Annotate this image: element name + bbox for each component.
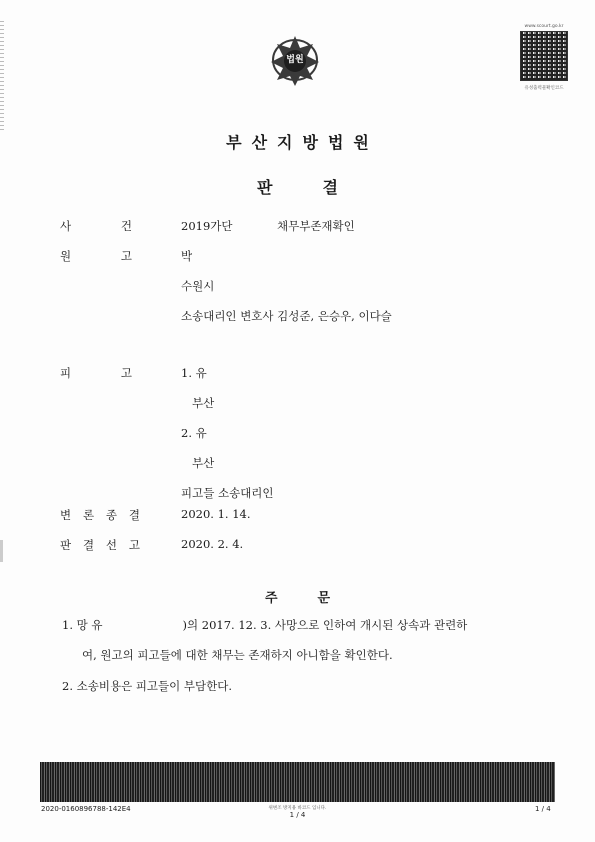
case-value: 부산 [192, 396, 215, 410]
anti-forgery-barcode [40, 762, 555, 802]
case-value: 2. 유 [181, 426, 207, 440]
case-label-char: 변 [60, 508, 72, 522]
case-label-char: 피 [60, 366, 72, 380]
case-value: 2019가단 [181, 219, 233, 233]
case-value: 소송대리인 변호사 김성준, 은승우, 이다슬 [181, 309, 392, 323]
case-label-char: 론 [82, 508, 95, 522]
document-title: 판결 [257, 178, 388, 197]
case-value: 수원시 [181, 279, 215, 293]
scan-edge-mark [0, 540, 3, 562]
case-label-char: 원 [60, 249, 72, 263]
qr-code [520, 31, 568, 81]
case-label-char: 종 [105, 508, 118, 522]
page-number-right: 1 / 4 [535, 805, 551, 813]
ruling-p1-rest: )의 2017. 12. 3. 사망으로 인하여 개시된 상속과 관련하 [182, 618, 468, 632]
emblem-label: 법원 [286, 55, 304, 65]
case-label-char: 판 [60, 538, 72, 552]
court-emblem-icon [263, 30, 327, 88]
court-name: 부산지방법원 [226, 133, 379, 152]
case-label-char: 선 [105, 538, 118, 552]
ruling-paragraph-2: 2. 소송비용은 피고들이 부담한다. [62, 679, 233, 693]
case-label-char: 고 [120, 366, 132, 380]
qr-url: www.scourt.go.kr [524, 24, 564, 29]
case-value: 2020. 2. 4. [181, 537, 244, 551]
qr-caption: 유성출력물확인코드 [524, 86, 564, 91]
ruling-p1-start: 1. 망 유 [62, 618, 103, 632]
ruling-heading: 주문 [264, 591, 371, 606]
case-value: 2020. 1. 14. [181, 507, 251, 521]
page-number-center: 1 / 4 [289, 811, 306, 819]
case-label-char: 고 [128, 538, 140, 552]
case-label [60, 218, 132, 234]
case-value: 박 [181, 249, 193, 263]
case-value: 피고들 소송대리인 [181, 486, 274, 500]
document-id: 2020-0160896788-142E4 [41, 805, 131, 813]
ruling-paragraph-1-cont: 여, 원고의 피고들에 대한 채무는 존재하지 아니함을 확인한다. [82, 648, 393, 662]
case-label [60, 507, 140, 523]
ruling-paragraph-1 [62, 617, 467, 633]
case-value: 1. 유 [181, 366, 207, 380]
case-label-char: 사 [60, 219, 72, 233]
case-label [60, 537, 140, 553]
scan-edge-marks [0, 20, 4, 130]
case-label-char: 결 [82, 538, 95, 552]
case-label [60, 248, 132, 264]
case-label-char: 건 [120, 219, 132, 233]
case-value-secondary: 채무부존재확인 [277, 219, 355, 233]
barcode-note: 위변조 방지용 바코드 입니다. [268, 806, 327, 811]
case-label-char: 결 [128, 508, 140, 522]
case-value: 부산 [192, 456, 215, 470]
case-label [60, 365, 132, 381]
case-label-char: 고 [120, 249, 132, 263]
